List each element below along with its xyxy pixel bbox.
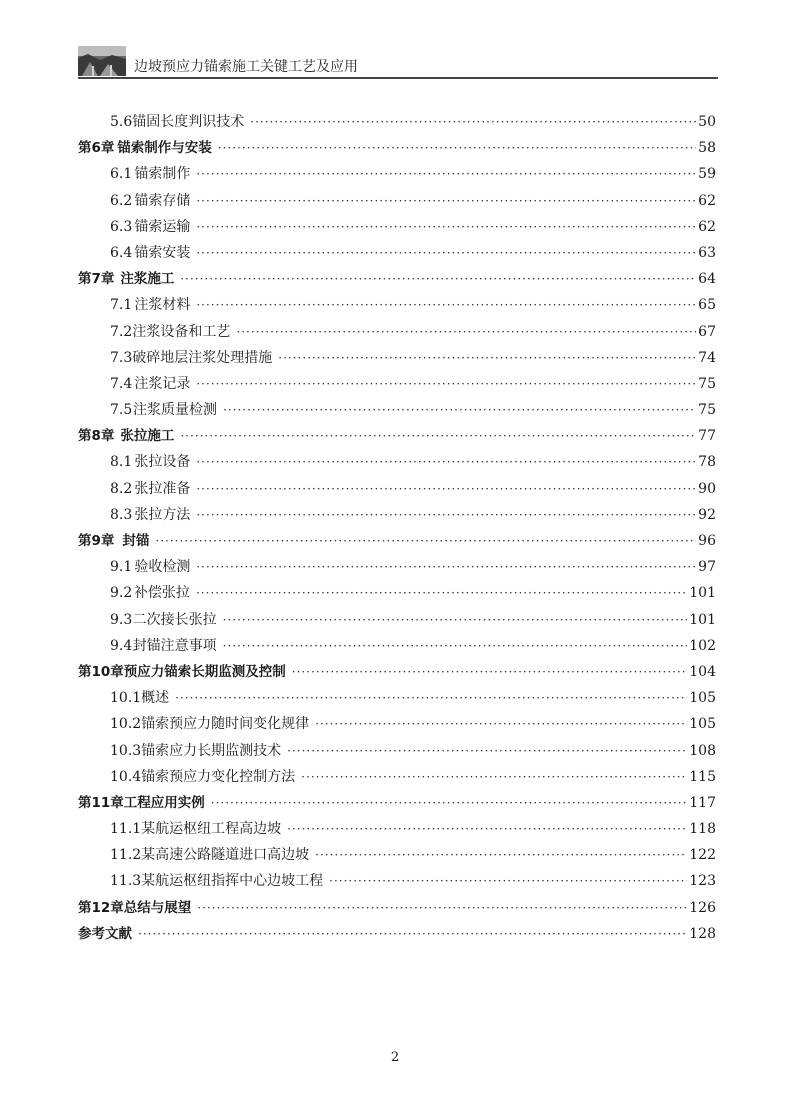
toc-dot-leader [196, 161, 696, 187]
toc-entry-page: 105 [689, 716, 716, 733]
toc-dot-leader [236, 319, 696, 345]
toc-entry-page: 74 [698, 349, 716, 366]
toc-entry-page: 97 [698, 559, 716, 576]
toc-entry-number: 10.2 [110, 716, 142, 733]
toc-entry-title: 张拉准备 [134, 480, 191, 497]
toc-section-row[interactable] [78, 161, 716, 187]
toc-entry-title: 注浆设备和工艺 [132, 323, 231, 340]
running-header [78, 44, 718, 80]
toc-section-row[interactable] [78, 397, 716, 423]
toc-chapter-row[interactable] [78, 135, 716, 161]
toc-entry-page: 63 [698, 244, 716, 261]
toc-entry-number: 6.2 [110, 192, 133, 209]
toc-entry-title: 参考文献 [78, 925, 132, 942]
toc-entry-title: 锚索预应力随时间变化规律 [141, 716, 310, 733]
toc-dot-leader [196, 580, 687, 606]
toc-section-row[interactable] [78, 764, 716, 790]
toc-dot-leader [196, 188, 696, 214]
toc-entry-number: 第7章 [78, 271, 115, 288]
toc-dot-leader [196, 449, 696, 475]
toc-entry-number: 11.3 [110, 873, 142, 890]
toc-entry-title: 张拉施工 [120, 428, 175, 445]
toc-entry-title: 预应力锚索长期监测及控制 [123, 663, 286, 680]
toc-dot-leader [180, 423, 696, 449]
toc-entry-number: 第6章 [78, 140, 115, 157]
toc-entry-number: 10.1 [110, 690, 142, 707]
toc-chapter-row[interactable] [78, 921, 716, 947]
header-photo-thumbnail [78, 46, 126, 76]
toc-entry-page: 78 [698, 454, 716, 471]
toc-dot-leader [223, 397, 696, 423]
toc-dot-leader [223, 633, 688, 659]
toc-entry-page: 108 [689, 742, 716, 759]
toc-entry-number: 第10章 [78, 663, 124, 680]
toc-entry-number: 9.3 [110, 611, 133, 628]
toc-dot-leader [250, 109, 696, 135]
toc-entry-page: 50 [698, 114, 716, 130]
toc-dot-leader [287, 738, 687, 764]
toc-entry-page: 65 [698, 297, 716, 314]
toc-dot-leader [196, 476, 696, 502]
toc-section-row[interactable] [78, 816, 716, 842]
toc-entry-title: 某高速公路隧道进口高边坡 [141, 847, 310, 864]
toc-entry-page: 58 [698, 140, 716, 157]
toc-entry-number: 9.1 [110, 559, 133, 576]
toc-entry-page: 115 [689, 768, 716, 785]
toc-section-row[interactable] [78, 868, 716, 894]
toc-dot-leader [138, 921, 687, 947]
toc-entry-number: 第9章 [78, 533, 115, 549]
toc-entry-page: 75 [698, 375, 716, 392]
page-number: 2 [390, 1050, 400, 1065]
toc-entry-number: 7.5 [110, 402, 133, 419]
toc-chapter-row[interactable] [78, 423, 716, 449]
toc-entry-number: 第8章 [78, 428, 115, 445]
toc-section-row[interactable] [78, 371, 716, 397]
toc-section-row[interactable] [78, 842, 716, 868]
toc-dot-leader [196, 240, 696, 266]
toc-dot-leader [196, 502, 696, 528]
toc-entry-number: 6.3 [110, 218, 133, 235]
toc-entry-page: 123 [689, 873, 716, 890]
toc-dot-leader [278, 345, 696, 371]
toc-entry-page: 101 [689, 611, 716, 628]
toc-entry-title: 补偿张拉 [133, 585, 190, 602]
toc-section-row[interactable] [78, 109, 716, 135]
toc-chapter-row[interactable] [78, 895, 716, 921]
toc-dot-leader [301, 764, 687, 790]
toc-entry-number: 8.1 [110, 454, 133, 471]
toc-dot-leader [175, 685, 687, 711]
toc-entry-page: 62 [698, 192, 716, 209]
toc-section-row[interactable] [78, 240, 716, 266]
toc-entry-number: 9.2 [110, 585, 133, 602]
toc-entry-number: 7.1 [110, 297, 133, 314]
toc-entry-title: 锚索预应力变化控制方法 [141, 768, 296, 785]
toc-entry-title: 锚索应力长期监测技术 [141, 742, 282, 759]
toc-section-row[interactable] [78, 214, 716, 240]
toc-section-row[interactable] [78, 292, 716, 318]
toc-entry-title: 锚索制作与安装 [117, 140, 212, 157]
toc-dot-leader [315, 711, 687, 737]
toc-section-row[interactable] [78, 188, 716, 214]
table-of-contents [78, 109, 716, 947]
toc-chapter-row[interactable] [78, 266, 716, 292]
toc-entry-title: 破碎地层注浆处理措施 [132, 349, 273, 366]
toc-section-row[interactable] [78, 345, 716, 371]
toc-dot-leader [223, 607, 688, 633]
toc-entry-title: 锚索制作 [134, 166, 191, 183]
toc-entry-page: 101 [689, 585, 716, 602]
toc-entry-title: 工程应用实例 [123, 794, 205, 811]
toc-entry-page: 75 [698, 402, 716, 419]
toc-chapter-row[interactable] [78, 790, 716, 816]
toc-section-row[interactable] [78, 738, 716, 764]
toc-entry-number: 8.3 [110, 506, 133, 523]
toc-section-row[interactable] [78, 633, 716, 659]
toc-dot-leader [292, 659, 687, 685]
toc-entry-page: 92 [698, 506, 716, 523]
toc-section-row[interactable] [78, 319, 716, 345]
toc-entry-number: 10.3 [110, 742, 142, 759]
toc-dot-leader [196, 214, 696, 240]
toc-entry-title: 封锚注意事项 [132, 637, 217, 654]
toc-entry-number: 5.6 [110, 114, 133, 130]
toc-entry-page: 62 [698, 218, 716, 235]
toc-entry-page: 128 [689, 925, 716, 942]
toc-entry-title: 锚索安装 [134, 244, 191, 261]
toc-entry-title: 注浆记录 [134, 375, 191, 392]
toc-entry-page: 118 [689, 821, 716, 838]
header-title: 边坡预应力锚索施工关键工艺及应用 [134, 59, 358, 75]
toc-entry-title: 注浆施工 [120, 271, 175, 288]
toc-entry-title: 二次接长张拉 [132, 611, 217, 628]
toc-entry-page: 117 [689, 794, 716, 811]
toc-entry-title: 注浆质量检测 [133, 402, 218, 419]
toc-entry-title: 锚索运输 [134, 218, 191, 235]
toc-entry-title: 概述 [141, 690, 170, 707]
toc-chapter-row[interactable] [78, 528, 716, 554]
toc-entry-number: 11.2 [110, 847, 142, 864]
toc-entry-title: 封锚 [122, 533, 150, 549]
toc-entry-page: 126 [689, 899, 716, 916]
toc-dot-leader [218, 135, 696, 161]
toc-entry-number: 7.3 [110, 349, 133, 366]
toc-entry-number: 7.4 [110, 375, 133, 392]
header-divider [78, 77, 718, 79]
toc-entry-number: 9.4 [110, 637, 133, 654]
toc-entry-number: 7.2 [110, 323, 133, 340]
toc-entry-page: 96 [698, 533, 716, 549]
toc-entry-title: 验收检测 [134, 559, 191, 576]
toc-entry-page: 105 [689, 690, 716, 707]
toc-entry-title: 某航运枢纽指挥中心边坡工程 [141, 873, 324, 890]
toc-entry-page: 77 [698, 428, 716, 445]
toc-entry-page: 122 [689, 847, 716, 864]
toc-section-row[interactable] [78, 711, 716, 737]
toc-entry-page: 102 [689, 637, 716, 654]
toc-entry-title: 注浆材料 [134, 297, 191, 314]
toc-entry-number: 8.2 [110, 480, 133, 497]
toc-dot-leader [180, 266, 696, 292]
toc-section-row[interactable] [78, 502, 716, 528]
toc-entry-title: 某航运枢纽工程高边坡 [141, 821, 282, 838]
toc-section-row[interactable] [78, 554, 716, 580]
toc-section-row[interactable] [78, 685, 716, 711]
toc-entry-page: 67 [698, 323, 716, 340]
toc-dot-leader [315, 842, 687, 868]
toc-dot-leader [196, 292, 696, 318]
toc-entry-title: 张拉设备 [134, 454, 191, 471]
toc-dot-leader [211, 790, 687, 816]
toc-section-row[interactable] [78, 476, 716, 502]
toc-dot-leader [155, 528, 696, 554]
toc-entry-number: 6.4 [110, 244, 133, 261]
toc-entry-number: 11.1 [110, 821, 142, 838]
toc-entry-title: 总结与展望 [123, 899, 192, 916]
toc-entry-number: 第12章 [78, 899, 124, 916]
toc-entry-page: 90 [698, 480, 716, 497]
toc-entry-page: 59 [698, 166, 716, 183]
toc-dot-leader [287, 816, 687, 842]
toc-entry-number: 6.1 [110, 166, 133, 183]
toc-dot-leader [197, 895, 687, 921]
toc-dot-leader [196, 554, 696, 580]
toc-entry-page: 104 [689, 663, 716, 680]
toc-entry-page: 64 [698, 271, 716, 288]
toc-section-row[interactable] [78, 580, 716, 606]
toc-entry-number: 第11章 [78, 794, 124, 811]
toc-dot-leader [329, 868, 687, 894]
toc-entry-title: 锚索存储 [134, 192, 191, 209]
toc-entry-title: 锚固长度判识技术 [132, 114, 245, 130]
toc-entry-number: 10.4 [110, 768, 142, 785]
toc-entry-title: 张拉方法 [134, 506, 191, 523]
toc-section-row[interactable] [78, 449, 716, 475]
toc-dot-leader [196, 371, 696, 397]
toc-chapter-row[interactable] [78, 659, 716, 685]
toc-section-row[interactable] [78, 607, 716, 633]
